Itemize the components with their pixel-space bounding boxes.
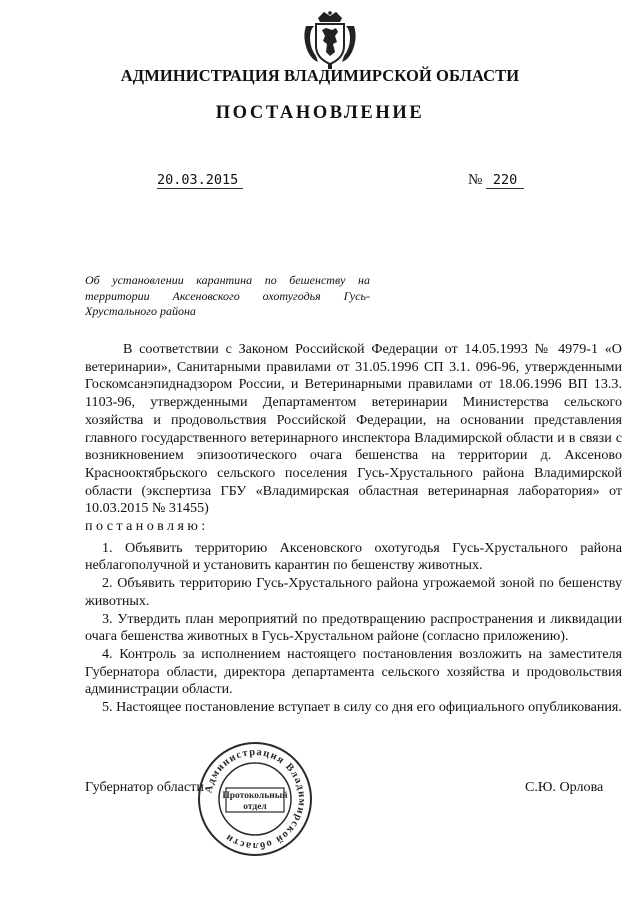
stamp-center-line-2: отдел (243, 802, 267, 812)
decree-item-5: 5. Настоящее постановление вступает в силу со дня его официального опубликования. (102, 699, 622, 716)
signatory-title: Губернатор области (85, 779, 204, 795)
coat-of-arms-icon (300, 8, 360, 70)
document-subject: Об установлении карантина по бешенству на территории Аксеновского охотугодья Гусь-Хрустального района (85, 273, 370, 318)
stamp-ring-text: Администрация Владимирской области (203, 746, 308, 852)
signatory-name: С.Ю. Орлова (525, 779, 604, 795)
document-number-block (468, 172, 524, 189)
decree-item-4: 4. Контроль за исполнением настоящего постановления возложить на заместителя Губернатора области, директора департамента сельского хозяйства и продовольствия администрации области. (85, 645, 622, 698)
decree-item-3: 3. Утвердить план мероприятий по предотвращению распространения и ликвидации очага бешенства животных в Гусь-Хрустальном районе (согласно приложению). (85, 610, 622, 645)
document-date: 20.03.2015 (157, 172, 243, 189)
number-label: № (468, 172, 483, 188)
document-type-heading: ПОСТАНОВЛЕНИЕ (215, 103, 425, 123)
decree-item-2: 2. Объявить территорию Гусь-Хрустального района угрожаемой зоной по бешенству животных. (85, 575, 622, 609)
document-body (85, 341, 622, 717)
decree-word: постановляю: (85, 518, 209, 535)
official-stamp (196, 740, 314, 858)
decree-item-1: 1. Объявить территорию Аксеновского охотугодья Гусь-Хрустального района неблагополучной и установить карантин по бешенству животных. (85, 539, 622, 574)
preamble-paragraph: В соответствии с Законом Российской Федерации от 14.05.1993 № 4979-1 «О ветеринарии», Санитарными правилами от 31.05.1996 СП 3.1. 096-96, утвержденными Госкомсанэпиднадзором России, и Ветеринарными правилами от 18.06.1996 ВП 13.3. 1103-96, утвержденными Департаментом ветеринарии Министерства сельского хозяйства и продовольствия Российской Федерации, на основании представления главного государственного ветеринарного инспектора Владимирской области и в связи с возникновением эпизоотического очага бешенства на территории д. Аксеново Краснооктябрьского сельского поселения Гусь-Хрустального района Владимирской области (экспертиза ГБУ «Владимирская областная ветеринарная лаборатория» от 10.03.2015 № 31455) (85, 341, 622, 517)
stamp-center-line-1: Протокольный (222, 791, 288, 801)
organization-title: АДМИНИСТРАЦИЯ ВЛАДИМИРСКОЙ ОБЛАСТИ (120, 66, 520, 85)
document-number: 220 (486, 172, 524, 189)
